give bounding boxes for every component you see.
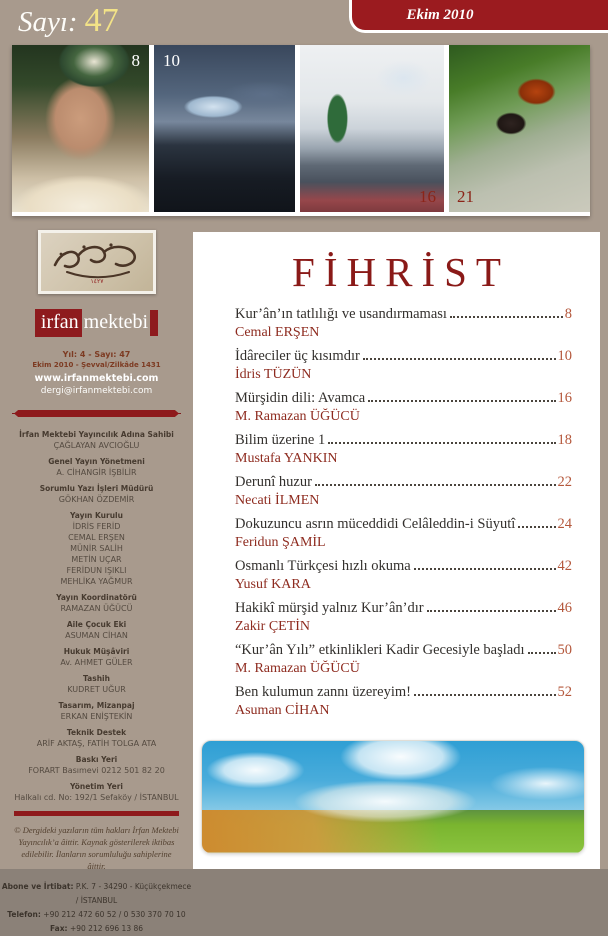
toc-page-number: 22	[557, 474, 572, 490]
masthead-person-name: MEHLİKA YAĞMUR	[60, 577, 133, 586]
contents-panel	[193, 232, 600, 869]
toc-entry	[235, 556, 572, 594]
toc-author: Zakir ÇETİN	[235, 619, 311, 634]
toc-entry-title: İdâreciler üç kısımdır	[235, 348, 360, 364]
contact-value: P.K. 7 - 34290 - Küçükçekmece / İSTANBUL	[75, 881, 192, 905]
contact-line	[0, 880, 193, 908]
contact-label: Telefon:	[7, 909, 41, 919]
masthead-role-title: Yayın Kurulu	[70, 511, 123, 520]
toc-entry-title: Dokuzuncu asrın müceddidi Celâleddin-i Süyutî	[235, 516, 516, 532]
photo-page-number: 21	[457, 187, 474, 206]
dotted-leader	[328, 442, 555, 444]
toc-entry	[235, 598, 572, 636]
contact-label: Fax:	[49, 923, 68, 933]
contact-label: Abone ve İrtibat:	[1, 881, 74, 891]
dotted-leader	[368, 400, 555, 402]
photo-statesmen-group	[154, 45, 295, 212]
masthead-group	[0, 619, 193, 641]
dotted-leader	[414, 694, 556, 696]
masthead-group	[0, 483, 193, 505]
issue-info-line: Yıl: 4 - Sayı: 47	[62, 350, 131, 359]
toc-author: Yusuf KARA	[235, 577, 311, 592]
masthead-role-title: Yönetim Yeri	[69, 782, 123, 791]
contact-info	[0, 880, 193, 936]
masthead-role-title: Yayın Koordinatörü	[56, 593, 137, 602]
toc-page-number: 50	[557, 642, 572, 658]
masthead-role-title: Aile Çocuk Eki	[66, 620, 127, 629]
masthead	[0, 429, 193, 803]
magazine-wordmark	[0, 309, 193, 337]
toc-entry	[235, 682, 572, 720]
photo-red-ant	[449, 45, 590, 212]
photo-mosque-interior	[300, 45, 444, 212]
sidebar	[0, 216, 193, 933]
top-header-bar	[0, 0, 608, 45]
dotted-leader	[528, 652, 556, 654]
toc-page-number: 42	[557, 558, 572, 574]
masthead-person-name: A. CİHANGİR İŞBİLİR	[56, 468, 137, 477]
toc-author: M. Ramazan ÜĞÜCÜ	[235, 409, 360, 424]
email-address: dergi@irfanmektebi.com	[40, 386, 153, 396]
masthead-person-name: METİN UÇAR	[71, 555, 122, 564]
magazine-logo	[38, 230, 156, 294]
masthead-role-title: Hukuk Müşâviri	[63, 647, 130, 656]
toc-author: Cemal ERŞEN	[235, 325, 320, 340]
masthead-person-name: ARİF AKTAŞ, FATİH TOLGA ATA	[36, 739, 157, 748]
toc-entry-title: Mürşidin dili: Avamca	[235, 390, 366, 406]
toc-entry	[235, 304, 572, 342]
masthead-person-name: ASUMAN CİHAN	[65, 631, 128, 640]
masthead-person-name: KUDRET UĞUR	[67, 685, 126, 694]
dotted-leader	[363, 358, 556, 360]
toc-entry	[235, 514, 572, 552]
wordmark-cursor-block	[150, 310, 158, 336]
toc-page-number: 10	[557, 348, 572, 364]
masthead-role-title: Genel Yayın Yönetmeni	[48, 457, 145, 466]
toc-entry-title: Derunî huzur	[235, 474, 312, 490]
toc-entry-title: Bilim üzerine 1	[235, 432, 326, 448]
masthead-person-name: ÇAĞLAYAN AVCIOĞLU	[53, 441, 140, 450]
toc-author: Feridun ŞAMİL	[235, 535, 326, 550]
toc-entry	[235, 472, 572, 510]
issue-info-line: Ekim 2010 - Şevval/Zilkâde 1431	[32, 361, 161, 369]
masthead-group	[0, 456, 193, 478]
masthead-person-name: GÖKHAN ÖZDEMİR	[58, 495, 135, 504]
issue-label: Sayı:	[18, 6, 78, 38]
wordmark-irfan: irfan	[35, 309, 82, 337]
contents-title: FİHRİST	[292, 249, 510, 295]
month-badge-label: Ekim 2010	[406, 6, 474, 23]
logo-year-inscription: ١٤٢٧	[90, 279, 103, 285]
dotted-leader	[427, 610, 556, 612]
toc-entry	[235, 346, 572, 384]
toc-author: Mustafa YANKIN	[235, 451, 338, 466]
masthead-person-name: CEMAL ERŞEN	[68, 533, 125, 542]
contact-line	[0, 922, 193, 936]
photo-page-number: 8	[131, 51, 140, 70]
photo-strip	[12, 45, 590, 216]
toc-entry-title: Hakikî mürşid yalnız Kur’ân’dır	[235, 600, 424, 616]
masthead-person-name: RAMAZAN ÜĞÜCÜ	[60, 604, 133, 613]
dotted-leader	[450, 316, 563, 318]
contact-value: +90 212 696 13 86	[69, 923, 144, 933]
masthead-group	[0, 646, 193, 668]
masthead-person-name: ERKAN ENİŞTEKİN	[60, 712, 133, 721]
masthead-group	[0, 429, 193, 451]
toc-page-number: 24	[557, 516, 572, 532]
toc-author: M. Ramazan ÜĞÜCÜ	[235, 661, 360, 676]
masthead-role-title: Tashih	[83, 674, 110, 683]
photo-boy-reading-quran	[12, 45, 149, 212]
toc-author: Asuman CİHAN	[235, 703, 330, 718]
masthead-role-title: Teknik Destek	[66, 728, 127, 737]
toc-page-number: 18	[557, 432, 572, 448]
dotted-leader	[414, 568, 556, 570]
masthead-group	[0, 781, 193, 803]
masthead-group	[0, 700, 193, 722]
toc-entry	[235, 388, 572, 426]
toc-page-number: 46	[557, 600, 572, 616]
toc-author: İdris TÜZÜN	[235, 367, 312, 382]
dotted-leader	[518, 526, 555, 528]
masthead-role-title: Sorumlu Yazı İşleri Müdürü	[39, 484, 154, 493]
masthead-role-title: İrfan Mektebi Yayıncılık Adına Sahibi	[19, 430, 174, 439]
contact-line	[0, 908, 193, 922]
masthead-group	[0, 592, 193, 614]
wordmark-mektebi: mektebi	[83, 311, 149, 333]
toc-entry-title: Ben kulumun zannı üzereyim!	[235, 684, 411, 700]
landscape-photo	[201, 740, 585, 854]
toc-author: Necati İLMEN	[235, 493, 320, 508]
ornament-divider	[12, 409, 181, 418]
toc-page-number: 8	[564, 306, 572, 322]
photo-page-number: 10	[163, 51, 180, 70]
masthead-person-name: İDRİS FERİD	[72, 522, 121, 531]
masthead-group	[0, 754, 193, 776]
toc-entry-title: Kur’ân’ın tatlılığı ve usandırmaması	[235, 306, 447, 322]
toc-page-number: 16	[557, 390, 572, 406]
masthead-role-title: Baskı Yeri	[75, 755, 118, 764]
masthead-group	[0, 727, 193, 749]
issue-title	[18, 2, 119, 40]
toc-page-number: 52	[557, 684, 572, 700]
masthead-person-name: Halkalı cd. No: 192/1 Sefaköy / İSTANBUL	[14, 793, 179, 802]
masthead-person-name: FERİDUN IŞIKLI	[66, 566, 127, 575]
photo-page-number: 16	[419, 187, 436, 206]
divider-bar	[14, 811, 179, 816]
toc-entry-title: Osmanlı Türkçesi hızlı okuma	[235, 558, 411, 574]
issue-number: 47	[84, 2, 119, 39]
masthead-person-name: FORART Basımevi 0212 501 82 20	[28, 766, 165, 775]
month-badge	[349, 0, 608, 33]
copyright-notice: © Dergideki yazıların tüm hakları İrfan Mektebi Yayıncılık’a âittir. Kaynak gösterilerek iktibas edilebilir. İlanların sorumluluğu sahiplerine âittir.	[14, 825, 179, 871]
masthead-person-name: MÜNİR SALİH	[70, 544, 123, 553]
contact-value: +90 212 472 60 52 / 0 530 370 70 10	[43, 909, 186, 919]
toc-entry-title: “Kur’ân Yılı” etkinlikleri Kadir Gecesiyle başladı	[235, 642, 525, 658]
masthead-group	[0, 673, 193, 695]
dotted-leader	[315, 484, 556, 486]
arabic-calligraphy	[47, 239, 147, 285]
toc-list	[235, 304, 572, 724]
toc-entry	[235, 430, 572, 468]
masthead-role-title: Tasarım, Mizanpaj	[58, 701, 135, 710]
toc-entry	[235, 640, 572, 678]
website-url: www.irfanmektebi.com	[34, 373, 159, 384]
masthead-group	[0, 510, 193, 587]
masthead-person-name: Av. AHMET GÜLER	[60, 658, 133, 667]
